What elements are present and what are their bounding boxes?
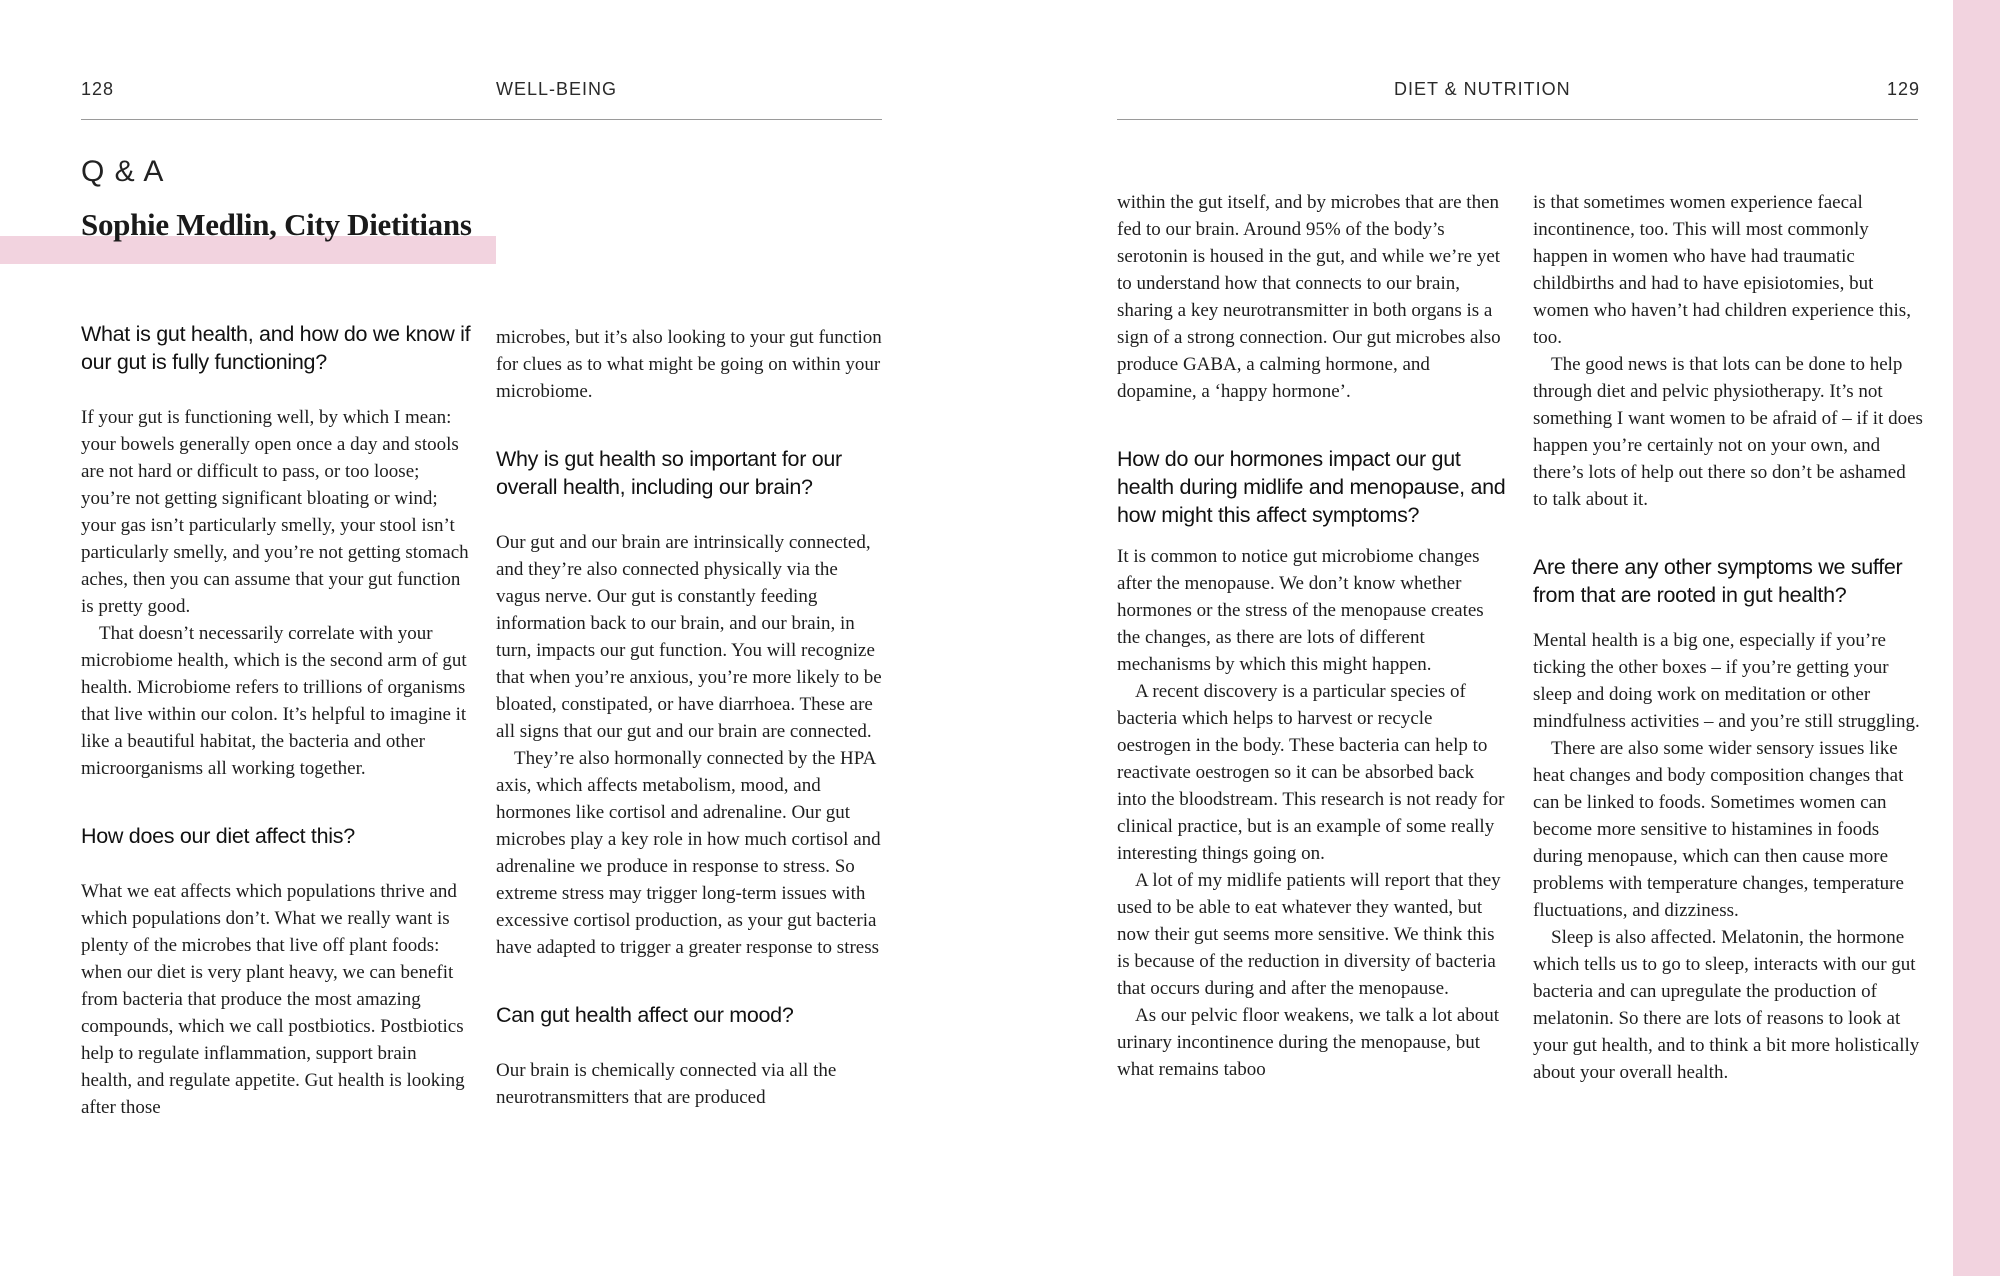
answer-paragraph: That doesn’t necessarily correlate with your microbiome health, which is the second arm of gut health. Microbiome refers to trillions of organisms that live within our colon. It’s helpful to imagine it like a beautiful habitat, the bacteria and other microorganisms all working together. [81, 623, 467, 779]
answer-paragraph: As our pelvic floor weakens, we talk a lot about urinary incontinence during the menopause, but what remains taboo [1117, 1005, 1500, 1080]
question-heading: What is gut health, and how do we know if our gut is fully functioning? [81, 322, 471, 374]
column-1 [81, 320, 471, 1121]
answer-paragraph: If your gut is functioning well, by which I mean: your bowels generally open once a day and stools are not hard or difficult to pass, or too loose; you’re not getting significant bloating or wind; your gas isn’t particularly smelly, your stool isn’t particularly smelly, and you’re not getting stomach aches, then you can assume that your gut function is pretty good. [81, 407, 469, 617]
question-heading: How do our hormones impact our gut health during midlife and menopause, and how might this affect symptoms? [1117, 447, 1506, 527]
page-edge-accent [1953, 0, 2000, 1276]
answer-paragraph: There are also some wider sensory issues like heat changes and body composition changes that can be linked to foods. Sometimes women can become more sensitive to histamines in foods during menopause, which can then cause more problems with temperature changes, temperature fluctuations, and dizziness. [1533, 738, 1904, 921]
column-2 [496, 324, 886, 1111]
left-page-number: 128 [81, 79, 115, 99]
left-running-head: WELL-BEING [496, 79, 618, 99]
answer-paragraph: Our brain is chemically connected via all the neurotransmitters that are produced [496, 1060, 837, 1108]
right-header-rule [1117, 119, 1918, 120]
answer-paragraph: A lot of my midlife patients will report that they used to be able to eat whatever they wanted, but now their gut seems more sensitive. We think this is because of the reduction in diversity of bacteria that occurs during and after the menopause. [1117, 870, 1501, 999]
question-heading: Are there any other symptoms we suffer from that are rooted in gut health? [1533, 555, 1903, 607]
answer-paragraph: A recent discovery is a particular species of bacteria which helps to harvest or recycle oestrogen in the body. These bacteria can help to reactivate oestrogen so it can be absorbed back into the bloodstream. This research is not ready for clinical practice, but is an example of some really interesting things going on. [1117, 681, 1505, 864]
question-heading: Why is gut health so important for our overall health, including our brain? [496, 447, 842, 499]
section-label: Q & A [81, 155, 165, 188]
question-heading: Can gut health affect our mood? [496, 1003, 794, 1027]
right-running-head: DIET & NUTRITION [1394, 79, 1571, 99]
answer-paragraph: Our gut and our brain are intrinsically connected, and they’re also connected physically via the vagus nerve. Our gut is constantly feeding information back to our brain, and our brain, in turn, impacts our gut function. You will recognize that when you’re anxious, you’re more likely to be bloated, constipated, or have diarrhoea. These are all signs that our gut and our brain are connected. [496, 532, 882, 742]
answer-paragraph: What we eat affects which populations thrive and which populations don’t. What we really want is plenty of the microbes that live off plant foods: when our diet is very plant heavy, we can benefit from bacteria that produce the most amazing compounds, which we call postbiotics. Postbiotics help to regulate inflammation, support brain health, and regulate appetite. Gut health is looking after those [81, 881, 465, 1118]
answer-paragraph: They’re also hormonally connected by the HPA axis, which affects metabolism, mood, and hormones like cortisol and adrenaline. Our gut microbes play a key role in how much cortisol and adrenaline we produce in response to stress. So extreme stress may trigger long-term issues with excessive cortisol production, as your gut bacteria have adapted to trigger a greater response to stress [496, 748, 881, 958]
answer-paragraph: Sleep is also affected. Melatonin, the hormone which tells us to go to sleep, interacts with our gut bacteria and can upregulate the production of melatonin. So there are lots of reasons to look at your gut health, and to think a bit more holistically about your overall health. [1533, 927, 1920, 1083]
answer-paragraph: It is common to notice gut microbiome changes after the menopause. We don’t know whether hormones or the stress of the menopause creates the changes, as there are lots of different mechanisms by which this might happen. [1117, 546, 1484, 675]
column-3 [1117, 189, 1507, 1083]
interviewee-title: Sophie Medlin, City Dietitians [81, 207, 472, 242]
left-header-rule [81, 119, 882, 120]
question-heading: How does our diet affect this? [81, 824, 355, 848]
answer-paragraph: is that sometimes women experience faecal incontinence, too. This will most commonly happen in women who have had traumatic childbirths and had to have episiotomies, but women who haven’t had children experience this, too. [1533, 192, 1911, 348]
column-4 [1533, 189, 1923, 1086]
answer-paragraph: microbes, but it’s also looking to your gut function for clues as to what might be going on within your microbiome. [496, 327, 882, 402]
answer-paragraph: The good news is that lots can be done to help through diet and pelvic physiotherapy. It’s not something I want women to be afraid of – if it does happen you’re certainly not on your own, and there’s lots of help out there so don’t be ashamed to talk about it. [1533, 354, 1923, 510]
right-page-number: 129 [1887, 79, 1921, 99]
answer-paragraph: Mental health is a big one, especially if you’re ticking the other boxes – if you’re getting your sleep and doing work on meditation or other mindfulness activities – and you’re still struggling. [1533, 630, 1920, 732]
answer-paragraph: within the gut itself, and by microbes that are then fed to our brain. Around 95% of the body’s serotonin is housed in the gut, and while we’re yet to understand how that connects to our brain, sharing a key neurotransmitter in both organs is a sign of a strong connection. Our gut microbes also produce GABA, a calming hormone, and dopamine, a ‘happy hormone’. [1117, 192, 1501, 402]
